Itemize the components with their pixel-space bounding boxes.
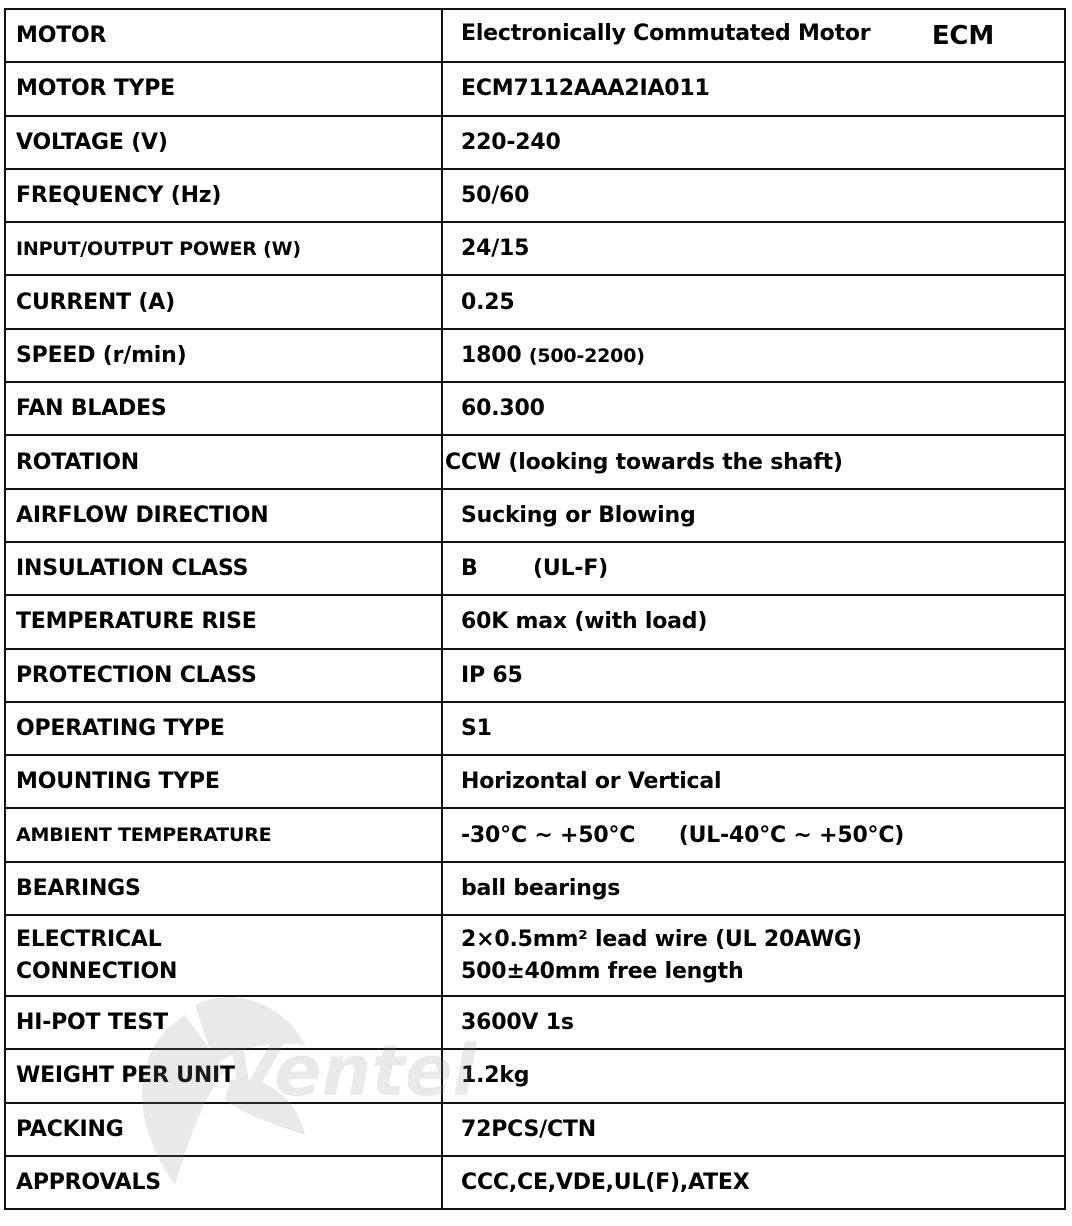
row-value: CCW (looking towards the shaft) (442, 435, 1065, 488)
row-value: 1.2kg (442, 1049, 1065, 1102)
table-row (5, 862, 1065, 915)
row-value: Horizontal or Vertical (442, 755, 1065, 808)
row-value (442, 329, 1065, 382)
motor-abbreviation: ECM (931, 20, 994, 51)
row-value: S1 (442, 702, 1065, 755)
row-label: BEARINGS (5, 862, 442, 915)
table-row (5, 489, 1065, 542)
row-label: CURRENT (A) (5, 275, 442, 328)
row-value-line: 500±40mm free length (461, 958, 744, 984)
row-label: AIRFLOW DIRECTION (5, 489, 442, 542)
row-value: 24/15 (442, 222, 1065, 275)
row-label: FREQUENCY (Hz) (5, 169, 442, 222)
row-label: TEMPERATURE RISE (5, 595, 442, 648)
table-row (5, 542, 1065, 595)
table-row (5, 595, 1065, 648)
row-label: FAN BLADES (5, 382, 442, 435)
watermark-text: Ventel (225, 1030, 477, 1112)
table-row (5, 996, 1065, 1049)
table-row (5, 329, 1065, 382)
row-label-line: ELECTRICAL (16, 926, 162, 952)
table-row (5, 9, 1065, 62)
row-value: ball bearings (442, 862, 1065, 915)
row-label: AMBIENT TEMPERATURE (5, 808, 442, 861)
row-label: PACKING (5, 1103, 442, 1156)
row-value (442, 542, 1065, 595)
row-value: 50/60 (442, 169, 1065, 222)
table-row (5, 382, 1065, 435)
row-label: SPEED (r/min) (5, 329, 442, 382)
row-value (442, 9, 1065, 62)
speed-range: (500-2200) (528, 344, 645, 367)
row-value: ECM7112AAA2IA011 (442, 62, 1065, 115)
table-row (5, 435, 1065, 488)
row-value: 220-240 (442, 116, 1065, 169)
table-row (5, 1156, 1065, 1209)
row-value: 72PCS/CTN (442, 1103, 1065, 1156)
table-row (5, 222, 1065, 275)
table-row (5, 116, 1065, 169)
row-label: OPERATING TYPE (5, 702, 442, 755)
speed-nominal: 1800 (461, 342, 522, 368)
spec-sheet (4, 8, 1066, 1210)
table-row (5, 649, 1065, 702)
row-label: MOTOR TYPE (5, 62, 442, 115)
row-value (442, 808, 1065, 861)
table-row (5, 62, 1065, 115)
table-row (5, 915, 1065, 996)
table-row (5, 275, 1065, 328)
row-value-line: 2×0.5mm² lead wire (UL 20AWG) (461, 926, 862, 952)
row-value: IP 65 (442, 649, 1065, 702)
row-label: PROTECTION CLASS (5, 649, 442, 702)
row-label: APPROVALS (5, 1156, 442, 1209)
ambient-temperature-ul-range: (UL-40°C ~ +50°C) (678, 822, 905, 848)
insulation-class: B (461, 556, 478, 582)
row-value: 0.25 (442, 275, 1065, 328)
row-label: WEIGHT PER UNIT (5, 1049, 442, 1102)
row-label: ROTATION (5, 435, 442, 488)
row-label: INPUT/OUTPUT POWER (W) (5, 222, 442, 275)
row-value: CCC,CE,VDE,UL(F),ATEX (442, 1156, 1065, 1209)
row-value (442, 915, 1065, 996)
table-row (5, 1103, 1065, 1156)
row-label-line: CONNECTION (16, 958, 178, 984)
table-row (5, 808, 1065, 861)
table-row (5, 1049, 1065, 1102)
insulation-ul-class: (UL-F) (533, 556, 608, 582)
row-value: 60K max (with load) (442, 595, 1065, 648)
row-value: 3600V 1s (442, 996, 1065, 1049)
row-label: HI-POT TEST (5, 996, 442, 1049)
table-row (5, 169, 1065, 222)
row-value: 60.300 (442, 382, 1065, 435)
table-row (5, 702, 1065, 755)
row-value: Sucking or Blowing (442, 489, 1065, 542)
row-label: MOUNTING TYPE (5, 755, 442, 808)
row-label: INSULATION CLASS (5, 542, 442, 595)
table-row (5, 755, 1065, 808)
row-label: VOLTAGE (V) (5, 116, 442, 169)
row-label (5, 915, 442, 996)
ambient-temperature-range: -30°C ~ +50°C (461, 822, 636, 848)
spec-table (4, 8, 1066, 1210)
row-label: MOTOR (5, 9, 442, 62)
motor-description: Electronically Commutated Motor (461, 20, 871, 46)
